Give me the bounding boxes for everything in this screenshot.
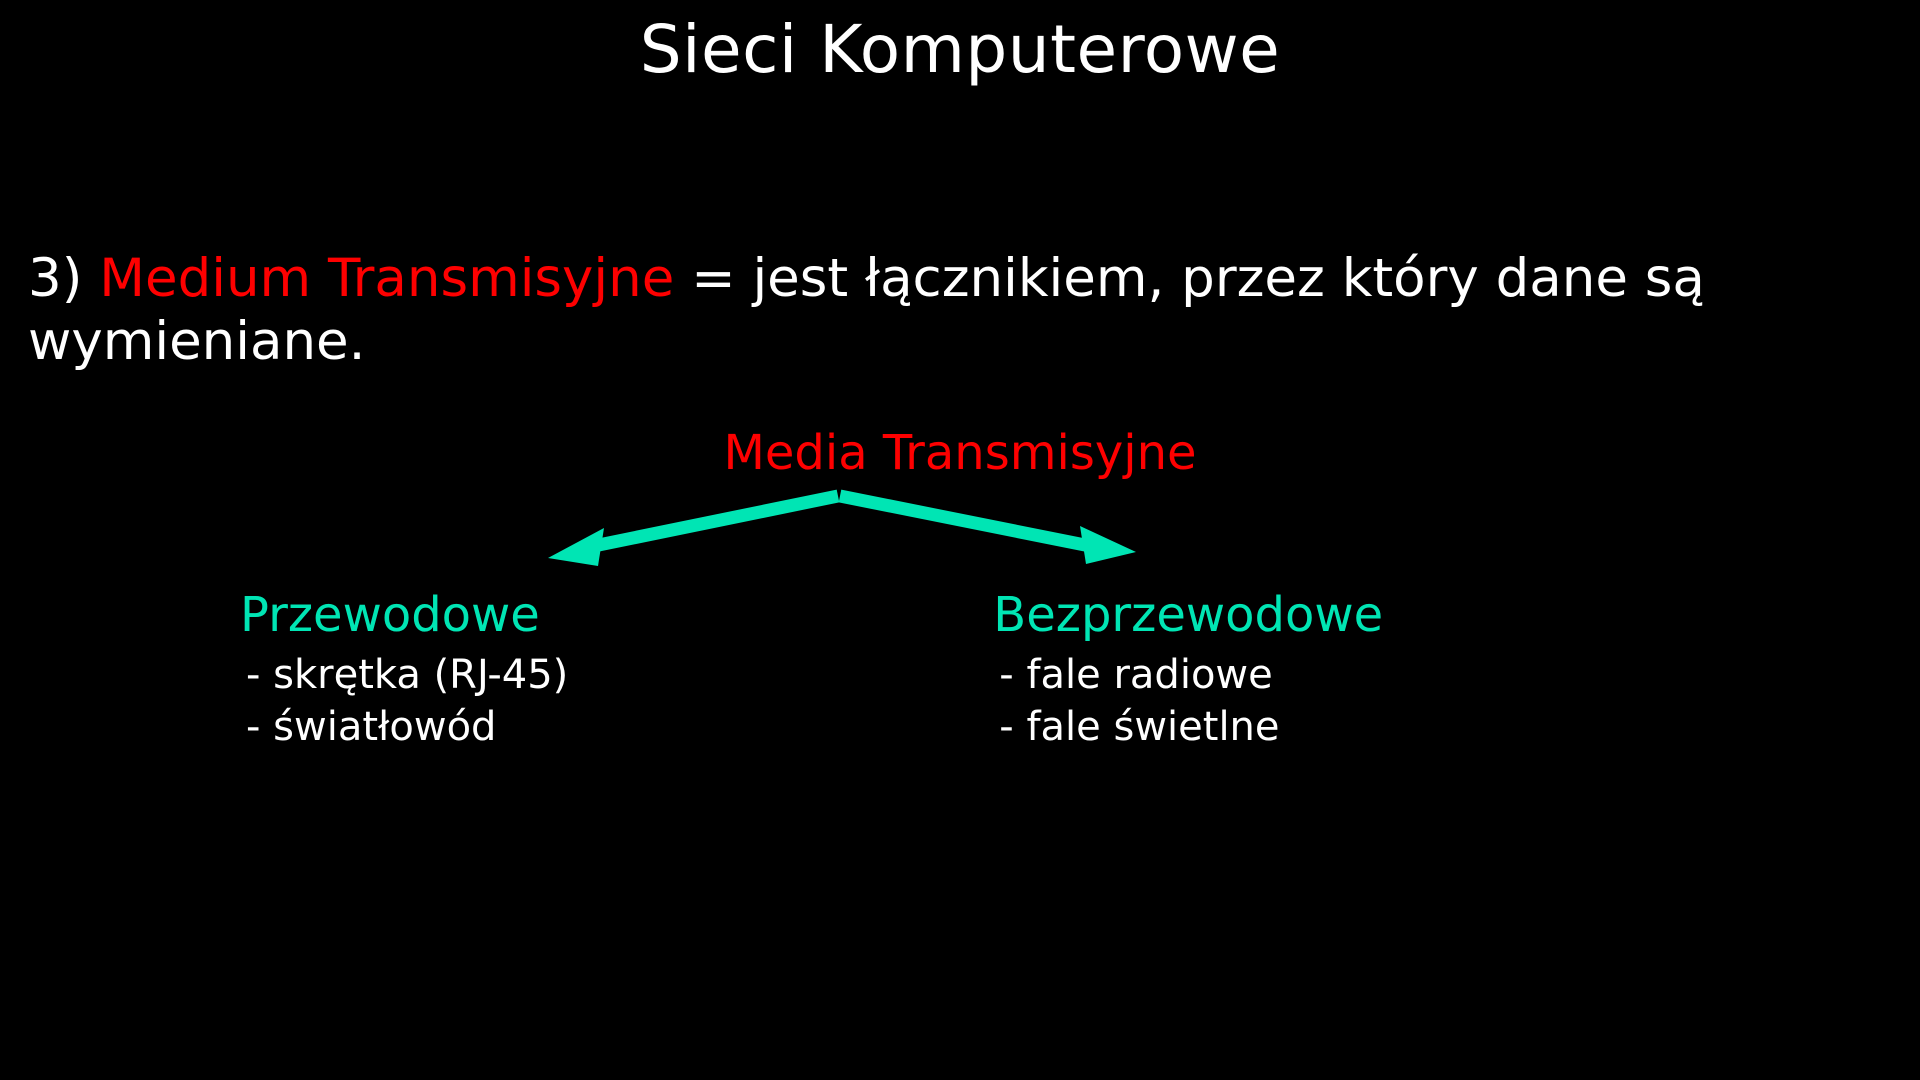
branch-wireless-item-1: - fale radiowe xyxy=(999,652,1273,698)
branch-wireless-heading: Bezprzewodowe xyxy=(993,587,1384,643)
branch-wired-heading: Przewodowe xyxy=(240,587,540,643)
page-title: Sieci Komputerowe xyxy=(639,11,1281,88)
diagram-arrows xyxy=(0,470,1920,590)
branch-wired-item-1: - skrętka (RJ-45) xyxy=(246,652,569,698)
branch-wireless-item-2: - fale świetlne xyxy=(999,704,1280,750)
branch-columns xyxy=(240,585,1640,753)
arrow-left-line xyxy=(584,496,838,548)
arrow-right-line xyxy=(840,496,1100,548)
highlighted-term: Medium Transmisyjne xyxy=(99,248,675,309)
definition-text: = jest łącznikiem, przez który dane są wymieniane. xyxy=(28,248,1705,372)
list-number: 3) xyxy=(28,248,100,309)
definition-paragraph xyxy=(28,248,1908,373)
arrow-right-head xyxy=(1080,526,1136,564)
branch-wired-item-2: - światłowód xyxy=(246,704,497,750)
diagram-heading: Media Transmisyjne xyxy=(723,425,1197,481)
branch-wired xyxy=(240,585,568,753)
arrow-left-head xyxy=(548,528,604,566)
branch-wireless xyxy=(993,585,1383,753)
